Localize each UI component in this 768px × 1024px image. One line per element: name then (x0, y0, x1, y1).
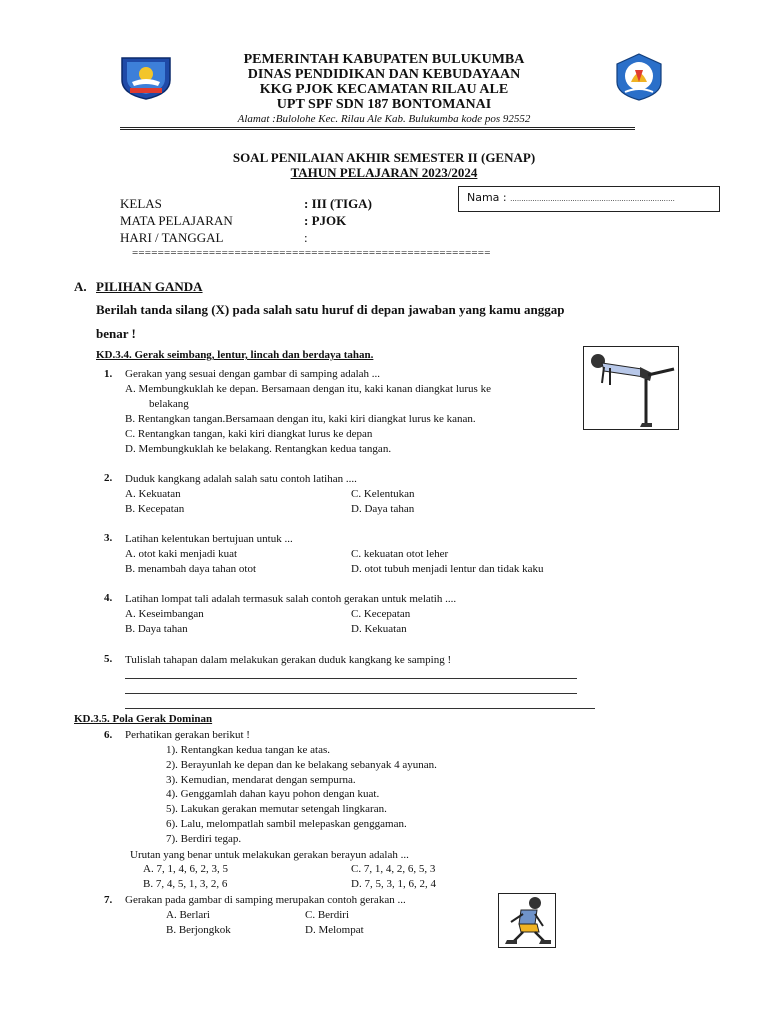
q7-option-a[interactable]: A. Berlari (166, 909, 210, 921)
q6-number: 6. (104, 729, 113, 741)
nama-dots: .......................................................................... (510, 195, 675, 203)
nama-label: Nama : (467, 191, 507, 204)
q2-option-c[interactable]: C. Kelentukan (351, 488, 415, 500)
q6-option-d[interactable]: D. 7, 5, 3, 1, 6, 2, 4 (351, 878, 436, 890)
q6-step: 4). Genggamlah dahan kayu pohon dengan kuat. (166, 788, 380, 800)
q3-option-b[interactable]: B. menambah daya tahan otot (125, 563, 257, 575)
identity-separator: ======================================================== (132, 247, 491, 259)
q1-option-a-cont: belakang (149, 398, 189, 410)
q4-option-d[interactable]: D. Kekuatan (351, 623, 407, 635)
balance-pose-icon (584, 347, 678, 429)
q6-step: 3). Kemudian, mendarat dengan sempurna. (166, 774, 356, 786)
q6-option-a[interactable]: A. 7, 1, 4, 6, 2, 3, 5 (143, 863, 228, 875)
q6-text: Perhatikan gerakan berikut ! (125, 729, 250, 741)
q2-text: Duduk kangkang adalah salah satu contoh latihan .... (125, 473, 357, 485)
hari-label: HARI / TANGGAL (120, 230, 224, 245)
q2-option-d[interactable]: D. Daya tahan (351, 503, 415, 515)
q5-text: Tulislah tahapan dalam melakukan gerakan duduk kangkang ke samping ! (125, 654, 452, 666)
header-divider-top (120, 127, 635, 128)
q6-step: 1). Rentangkan kedua tangan ke atas. (166, 744, 331, 756)
q6-step: 5). Lakukan gerakan memutar setengah lingkaran. (166, 803, 387, 815)
q3-number: 3. (104, 532, 113, 544)
q7-figure (498, 893, 556, 948)
header-divider-bottom (120, 129, 635, 130)
q3-text: Latihan kelentukan bertujuan untuk ... (125, 533, 293, 545)
q5-answer-line-1[interactable] (125, 678, 577, 679)
q1-text: Gerakan yang sesuai dengan gambar di samping adalah ... (125, 368, 381, 380)
q3-option-c[interactable]: C. kekuatan otot leher (351, 548, 449, 560)
header-line-2: DINAS PENDIDIKAN DAN KEBUDAYAAN (247, 67, 521, 82)
q1-option-c[interactable]: C. Rentangkan tangan, kaki kiri diangkat lurus ke depan (125, 428, 373, 440)
mapel-label: MATA PELAJARAN (120, 213, 233, 228)
q2-option-b[interactable]: B. Kecepatan (125, 503, 185, 515)
q4-option-c[interactable]: C. Kecepatan (351, 608, 411, 620)
q1-number: 1. (104, 368, 113, 380)
q7-option-d[interactable]: D. Melompat (305, 924, 364, 936)
hari-value: : (304, 230, 308, 245)
mapel-value: : PJOK (304, 213, 347, 228)
q3-option-a[interactable]: A. otot kaki menjadi kuat (125, 548, 238, 560)
q5-answer-line-3[interactable] (125, 708, 595, 709)
q5-number: 5. (104, 653, 113, 665)
q6-step: 2). Berayunlah ke depan dan ke belakang sebanyak 4 ayunan. (166, 759, 437, 771)
q7-number: 7. (104, 894, 113, 906)
section-letter: A. (74, 279, 87, 294)
q6-option-b[interactable]: B. 7, 4, 5, 1, 3, 2, 6 (143, 878, 228, 890)
exam-title: SOAL PENILAIAN AKHIR SEMESTER II (GENAP) (232, 150, 536, 165)
squatting-figure-icon (499, 894, 555, 947)
kelas-label: KELAS (120, 196, 162, 211)
q2-option-a[interactable]: A. Kekuatan (125, 488, 181, 500)
q4-option-a[interactable]: A. Keseimbangan (125, 608, 204, 620)
exam-year: TAHUN PELAJARAN 2023/2024 (290, 165, 478, 180)
q6-step: 7). Berdiri tegap. (166, 833, 242, 845)
instruction-line-2: benar ! (96, 326, 136, 341)
kd35-heading: KD.3.5. Pola Gerak Dominan (74, 713, 213, 725)
q6-option-c[interactable]: C. 7, 1, 4, 2, 6, 5, 3 (351, 863, 436, 875)
q4-text: Latihan lompat tali adalah termasuk salah contoh gerakan untuk melatih .... (125, 593, 457, 605)
q4-number: 4. (104, 592, 113, 604)
q1-option-d[interactable]: D. Membungkuklah ke belakang. Rentangkan kedua tangan. (125, 443, 392, 455)
q7-text: Gerakan pada gambar di samping merupakan contoh gerakan ... (125, 894, 406, 906)
q7-option-c[interactable]: C. Berdiri (305, 909, 349, 921)
section-title: PILIHAN GANDA (96, 279, 203, 294)
q1-option-a[interactable]: A. Membungkuklah ke depan. Bersamaan dengan itu, kaki kanan diangkat lurus ke (125, 383, 491, 395)
nama-box[interactable] (458, 186, 720, 212)
header-address: Alamat :Bulolohe Kec. Rilau Ale Kab. Bulukumba kode pos 92552 (237, 113, 531, 125)
q6-step: 6). Lalu, melompatlah sambil melepaskan genggaman. (166, 818, 407, 830)
q3-option-d[interactable]: D. otot tubuh menjadi lentur dan tidak kaku (351, 563, 544, 575)
header-line-4: UPT SPF SDN 187 BONTOMANAI (276, 97, 492, 112)
header-line-1: PEMERINTAH KABUPATEN BULUKUMBA (243, 52, 525, 67)
q1-option-b[interactable]: B. Rentangkan tangan.Bersamaan dengan itu, kaki kiri diangkat lurus ke kanan. (125, 413, 476, 425)
instruction-line-1: Berilah tanda silang (X) pada salah satu huruf di depan jawaban yang kamu anggap (96, 302, 565, 317)
kd34-heading: KD.3.4. Gerak seimbang, lentur, lincah dan berdaya tahan. (96, 349, 374, 361)
q6-prompt: Urutan yang benar untuk melakukan gerakan berayun adalah ... (130, 849, 409, 861)
header-line-3: KKG PJOK KECAMATAN RILAU ALE (259, 82, 509, 97)
q5-answer-line-2[interactable] (125, 693, 577, 694)
kelas-value: : III (TIGA) (304, 196, 372, 211)
q2-number: 2. (104, 472, 113, 484)
q7-option-b[interactable]: B. Berjongkok (166, 924, 231, 936)
q1-figure (583, 346, 679, 430)
q4-option-b[interactable]: B. Daya tahan (125, 623, 188, 635)
